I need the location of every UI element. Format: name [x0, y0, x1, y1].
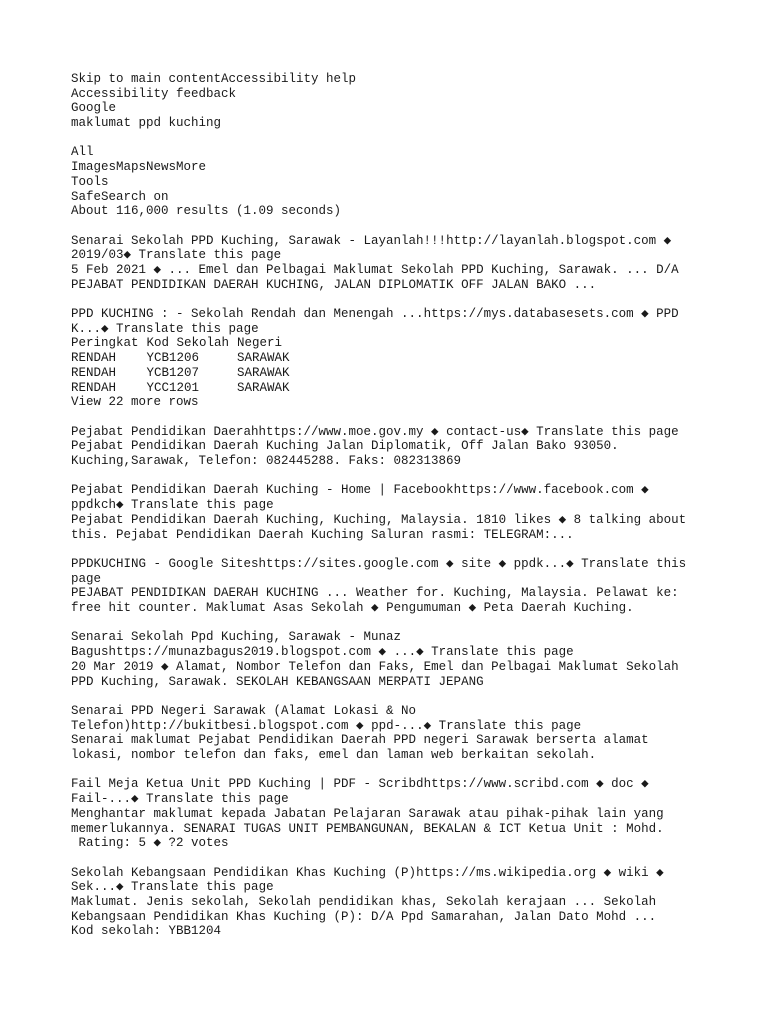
result-url[interactable]: http://bukitbesi.blogspot.com ◆ ppd-...: [131, 718, 424, 733]
result-title-link[interactable]: Senarai PPD Negeri Sarawak (Alamat Lokasi & No Telefon): [71, 703, 417, 733]
result-url[interactable]: https://www.moe.gov.my ◆ contact-us: [258, 424, 522, 439]
table-header-cell: Peringkat: [71, 336, 139, 351]
search-result: [71, 234, 697, 293]
search-result: [71, 425, 697, 469]
result-snippet: Senarai maklumat Pejabat Pendidikan Daerah PPD negeri Sarawak berserta alamat lokasi, nombor telefon dan faks, emel dan laman web berkaitan sekolah.: [71, 733, 649, 763]
result-table: [71, 336, 298, 395]
result-url[interactable]: https://munazbagus2019.blogspot.com ◆ ...: [108, 645, 417, 660]
search-result: [71, 866, 697, 940]
result-url[interactable]: https://www.facebook.com ◆ ppdkch: [71, 483, 649, 513]
result-title-link[interactable]: PPD KUCHING : - Sekolah Rendah dan Menengah ...: [71, 307, 424, 322]
google-logo[interactable]: Google: [71, 101, 117, 116]
table-cell: SARAWAK: [237, 380, 290, 395]
accessibility-help-link[interactable]: Accessibility help: [221, 72, 357, 86]
table-cell: RENDAH: [71, 365, 117, 380]
result-url[interactable]: http://layanlah.blogspot.com ◆ 2019/03: [71, 233, 672, 263]
search-result: [71, 777, 697, 851]
tab-all[interactable]: All: [71, 145, 94, 160]
view-more-rows-link[interactable]: View 22 more rows: [71, 395, 199, 410]
result-extra-info: Kod sekolah: YBB1204: [71, 924, 222, 939]
translate-link[interactable]: ◆ Translate this page: [116, 498, 274, 513]
translate-link[interactable]: ◆ Translate this page: [131, 792, 289, 807]
translate-link[interactable]: ◆ Translate this page: [71, 556, 687, 586]
result-title-link[interactable]: Pejabat Pendidikan Daerah Kuching - Home | Facebook: [71, 483, 454, 498]
result-snippet: PEJABAT PENDIDIKAN DAERAH KUCHING ... Weather for. Kuching, Malaysia. Pelawat ke: free hit counter. Maklumat Asas Sekolah ◆ Pengumuman ◆ Peta Daerah Kuching.: [71, 586, 679, 616]
table-cell: YCC1201: [146, 380, 200, 395]
tab-more[interactable]: More: [176, 160, 207, 175]
header: [71, 72, 697, 131]
skip-to-main-link[interactable]: Skip to main content: [71, 72, 222, 86]
header-links-row: [71, 72, 697, 87]
safesearch-toggle[interactable]: SafeSearch on: [71, 189, 169, 204]
table-header-cell: Negeri: [237, 336, 283, 351]
spacer: [71, 131, 697, 146]
table-header-cell: Kod Sekolah: [146, 336, 230, 351]
result-rating: Rating: 5 ◆ ?2 votes: [71, 836, 229, 851]
result-snippet: Menghantar maklumat kepada Jabatan Pelajaran Sarawak atau pihak-pihak lain yang memerlukannya. SENARAI TUGAS UNIT PEMBANGUNAN, BEKALAN & ICT Ketua Unit : Mohd.: [71, 806, 664, 836]
table-row: [71, 351, 298, 366]
search-result: [71, 307, 697, 410]
search-result: [71, 557, 697, 616]
translate-link[interactable]: ◆ Translate this page: [521, 424, 679, 439]
translate-link[interactable]: ◆ Translate this page: [101, 321, 259, 336]
result-title-link[interactable]: Sekolah Kebangsaan Pendidikan Khas Kuching (P): [71, 865, 417, 880]
translate-link[interactable]: ◆ Translate this page: [423, 718, 582, 733]
search-query[interactable]: maklumat ppd kuching: [71, 116, 222, 131]
result-snippet: Pejabat Pendidikan Daerah Kuching Jalan Diplomatik, Off Jalan Bako 93050. Kuching,Sarawak, Telefon: 082445288. Faks: 082313869: [71, 439, 619, 469]
table-cell: SARAWAK: [237, 365, 290, 380]
result-title-link[interactable]: Senarai Sekolah PPD Kuching, Sarawak - Layanlah!!!: [71, 233, 447, 248]
table-row: [71, 381, 298, 396]
result-snippet: Pejabat Pendidikan Daerah Kuching, Kuching, Malaysia. 1810 likes ◆ 8 talking about this. Pejabat Pendidikan Daerah Kuching Saluran rasmi: TELEGRAM:...: [71, 512, 687, 542]
translate-link[interactable]: ◆ Translate this page: [416, 645, 574, 660]
result-snippet: Maklumat. Jenis sekolah, Sekolah pendidikan khas, Sekolah kerajaan ... Sekolah Kebangsaan Pendidikan Khas Kuching (P): D/A Ppd Samarahan, Jalan Dato Mohd ...: [71, 895, 657, 924]
translate-link[interactable]: ◆ Translate this page: [123, 248, 282, 263]
result-title-link[interactable]: Fail Meja Ketua Unit PPD Kuching | PDF - Scribd: [71, 777, 424, 792]
search-result: [71, 483, 697, 542]
table-row: [71, 366, 298, 381]
result-title-link[interactable]: PPDKUCHING - Google Sites: [71, 556, 259, 571]
result-title-link[interactable]: Senarai Sekolah Ppd Kuching, Sarawak - Munaz Bagus: [71, 630, 402, 660]
tab-images[interactable]: Images: [71, 160, 117, 175]
table-cell: YCB1207: [146, 365, 200, 380]
tab-news[interactable]: News: [146, 160, 177, 175]
table-cell: SARAWAK: [237, 351, 290, 366]
tab-maps[interactable]: Maps: [116, 160, 147, 175]
tools-button[interactable]: Tools: [71, 174, 109, 189]
table-cell: RENDAH: [71, 380, 117, 395]
result-title-link[interactable]: Pejabat Pendidikan Daerah: [71, 424, 259, 439]
result-url[interactable]: https://www.scribd.com ◆ doc ◆ Fail-...: [71, 777, 649, 807]
search-nav: [71, 145, 697, 218]
table-cell: RENDAH: [71, 351, 117, 366]
tabs-row: [71, 160, 697, 175]
result-url[interactable]: https://mys.databasesets.com ◆ PPD K...: [71, 307, 679, 336]
result-snippet: 20 Mar 2019 ◆ Alamat, Nombor Telefon dan Faks, Emel dan Pelbagai Maklumat Sekolah PPD Kuching, Sarawak. SEKOLAH KEBANGSAAN MERPATI JEPANG: [71, 659, 679, 689]
table-header-row: [71, 336, 298, 351]
translate-link[interactable]: ◆ Translate this page: [116, 880, 274, 895]
search-result: [71, 704, 697, 763]
result-url[interactable]: https://sites.google.com ◆ site ◆ ppdk...: [258, 556, 567, 571]
search-results-page: [71, 72, 697, 939]
result-url[interactable]: https://ms.wikipedia.org ◆ wiki ◆ Sek...: [71, 865, 664, 895]
result-snippet: 5 Feb 2021 ◆ ... Emel dan Pelbagai Maklumat Sekolah PPD Kuching, Sarawak. ... D/A PEJABAT PENDIDIKAN DAERAH KUCHING, JALAN DIPLOMATIK OFF JALAN BAKO ...: [71, 262, 679, 292]
table-cell: YCB1206: [146, 351, 200, 366]
accessibility-feedback-link[interactable]: Accessibility feedback: [71, 86, 237, 101]
result-stats: About 116,000 results (1.09 seconds): [71, 204, 342, 219]
search-result: [71, 630, 697, 689]
